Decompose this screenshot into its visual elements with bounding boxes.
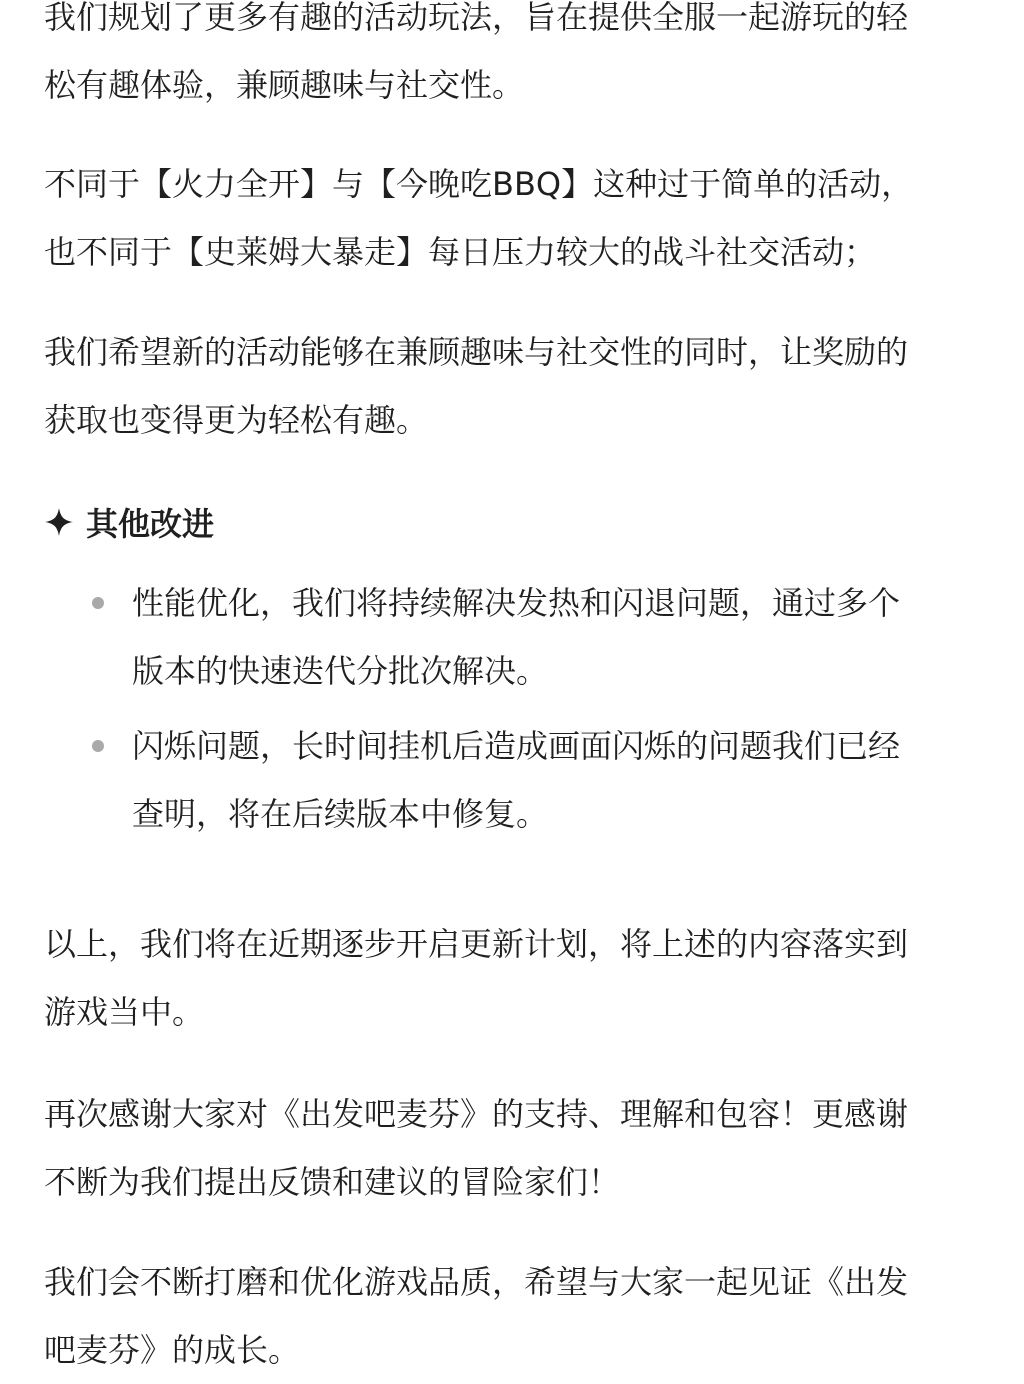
hope-line-2: 获取也变得更为轻松有趣。 — [44, 401, 429, 439]
four-point-star-icon — [44, 507, 74, 537]
section-title: 其他改进 — [86, 505, 215, 543]
summary-line-2: 游戏当中。 — [44, 993, 205, 1031]
contrast-line-2: 也不同于【史莱姆大暴走】每日压力较大的战斗社交活动； — [44, 233, 877, 271]
thanks-line-1: 再次感谢大家对《出发吧麦芬》的支持、理解和包容！更感谢 — [44, 1095, 909, 1133]
section-heading — [44, 488, 214, 556]
intro-line-1: 我们规划了更多有趣的活动玩法，旨在提供全服一起游玩的轻 — [44, 0, 909, 36]
bullet-dot-icon — [92, 740, 104, 752]
closing-paragraph — [44, 1248, 1019, 1384]
contrast-line-1: 不同于【火力全开】与【今晚吃BBQ】这种过于简单的活动， — [44, 165, 914, 203]
bullet-1-line-1: 性能优化，我们将持续解决发热和闪退问题，通过多个 — [132, 584, 901, 622]
closing-line-2: 吧麦芬》的成长。 — [44, 1331, 301, 1369]
summary-line-1: 以上，我们将在近期逐步开启更新计划，将上述的内容落实到 — [44, 925, 909, 963]
hope-paragraph — [44, 318, 1019, 454]
bullet-dot-icon — [92, 597, 104, 609]
closing-line-1: 我们会不断打磨和优化游戏品质，希望与大家一起见证《出发 — [44, 1263, 909, 1301]
list-item — [132, 712, 1012, 848]
thanks-line-2: 不断为我们提出反馈和建议的冒险家们！ — [44, 1163, 621, 1201]
bullet-1-line-2: 版本的快速迭代分批次解决。 — [132, 652, 549, 690]
thanks-paragraph — [44, 1080, 1019, 1216]
bullet-2-line-2: 查明，将在后续版本中修复。 — [132, 795, 549, 833]
summary-paragraph — [44, 910, 1019, 1046]
bullet-2-line-1: 闪烁问题，长时间挂机后造成画面闪烁的问题我们已经 — [132, 727, 901, 765]
hope-line-1: 我们希望新的活动能够在兼顾趣味与社交性的同时，让奖励的 — [44, 333, 909, 371]
intro-line-2: 松有趣体验，兼顾趣味与社交性。 — [44, 66, 525, 104]
list-item — [132, 569, 1012, 705]
intro-paragraph — [44, 0, 1019, 119]
contrast-paragraph — [44, 150, 1019, 286]
